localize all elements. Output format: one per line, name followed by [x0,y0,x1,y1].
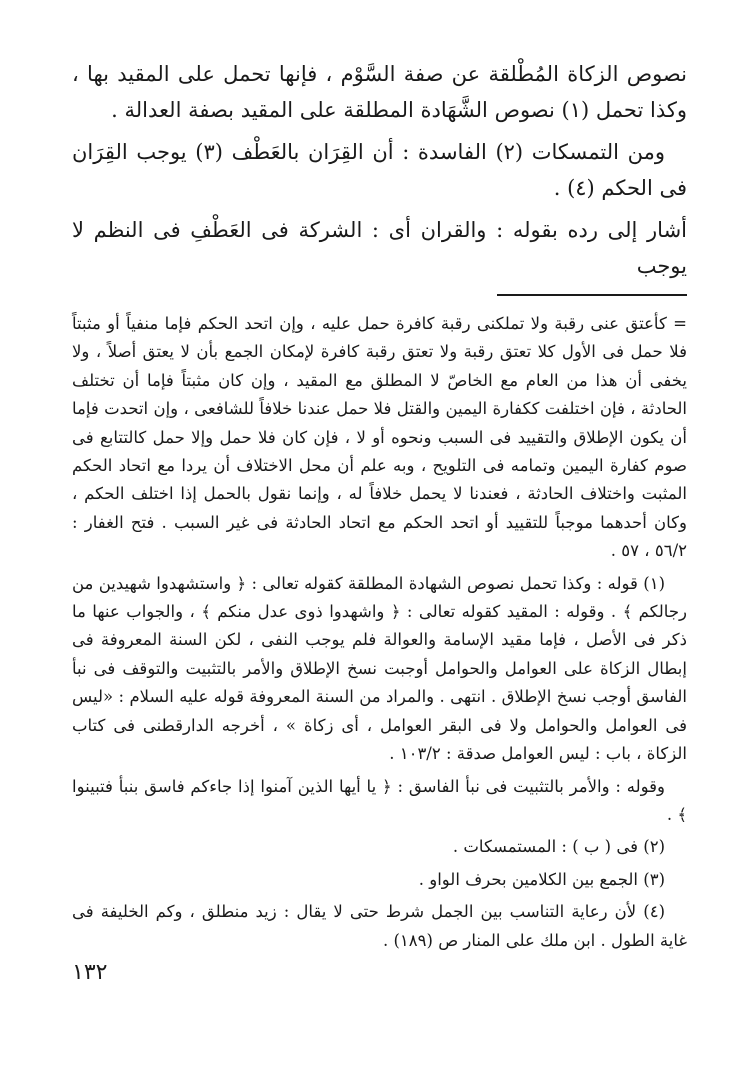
footnotes [72,310,687,955]
footnote-4: (٤) لأن رعاية التناسب بين الجمل شرط حتى لا يقال : زيد منطلق ، وكم الخليفة فى غاية الطول . ابن ملك على المنار ص (١٨٩) . [72,902,687,950]
footnote-1: (١) قوله : وكذا تحمل نصوص الشهادة المطلقة كقوله تعالى : ﴿ واستشهدوا شهيدين من رجالكم ﴾ . وقوله : المقيد كقوله تعالى : ﴿ واشهدوا ذوى عدل منكم ﴾ ، والجواب عنها ما ذكر فى الأصل ، فإما مقيد الإسامة والعوالة فلم يوجب النفى ، لكن السنة المعروفة فى إبطال الزكاة على العوامل والحوامل أوجبت نسخ الإطلاق والأمر بالتثبيت والتوقف فى نبأ الفاسق أوجب نسخ الإطلاق . انتهى . والمراد من السنة المعروفة قوله عليه السلام : «ليس فى العوامل والحوامل ولا فى البقر العوامل ، أى زكاة » ، أخرجه الدارقطنى فى كتاب الزكاة ، باب : ليس العوامل صدقة : ١٠٣/٢ . [72,573,687,764]
footnote-continuation: = كأعتق عنى رقبة ولا تملكنى رقبة كافرة حمل عليه ، وإن اتحد الحكم فإما منفياً أو مثبتاً فلا حمل فى الأول كلا تعتق رقبة ولا تعتق رقبة كافرة لإمكان الجمع بأن لا يعتق أصلاً ، ولا يخفى أن هذا من العام مع الخاصّ لا المطلق مع المقيد ، وإن كان مثبتاً فإما أن تختلف الحادثة ، فإن اختلفت ككفارة اليمين والقتل فلا حمل عندنا خلافاً للشافعى ، وإن اتحدت فإما أن يكون الإطلاق والتقييد فى السبب ونحوه أو لا ، فإن كان فلا حمل وإلا حمل كالتتابع فى صوم كفارة اليمين وتمامه فى التلويح ، وبه علم أن محل الاختلاف أن يردا مع اتحاد الحكم المثبت واختلاف الحادثة ، فعندنا لا يحمل خلافاً له ، وإنما نقول بالحمل إذا اختلف الحكم ، وكان أحدهما موجباً للتقييد أو اتحد الحكم مع اتحاد الحادثة فى غير السبب . فتح الغفار : ٥٦/٢ ، ٥٧ . [72,314,687,561]
footnote-divider [497,294,687,296]
main-paragraph-3: أشار إلى رده بقوله : والقران أى : الشركة فى العَطْفِ فى النظم لا يوجب [72,218,687,278]
footnote-2: (٢) فى ( ب ) : المستمسكات . [452,837,665,857]
main-paragraph-2: ومن التمسكات (٢) الفاسدة : أن القِرَان بالعَطْف (٣) يوجب القِرَان فى الحكم (٤) . [72,140,687,200]
main-paragraph-1: نصوص الزكاة المُطْلقة عن صفة السَّوْم ، فإنها تحمل على المقيد بها ، وكذا تحمل (١) نصوص الشَّهَادة المطلقة على المقيد بصفة العدالة . [72,62,687,122]
page-content [72,56,687,955]
main-text [72,56,687,284]
page-number: ١٣٢ [72,960,108,985]
footnote-1-continued: وقوله : والأمر بالتثبيت فى نبأ الفاسق : ﴿ يا أيها الذين آمنوا إذا جاءكم فاسق بنبأ فتبينوا ﴾ . [72,776,687,824]
footnote-3: (٣) الجمع بين الكلامين بحرف الواو . [418,869,665,889]
